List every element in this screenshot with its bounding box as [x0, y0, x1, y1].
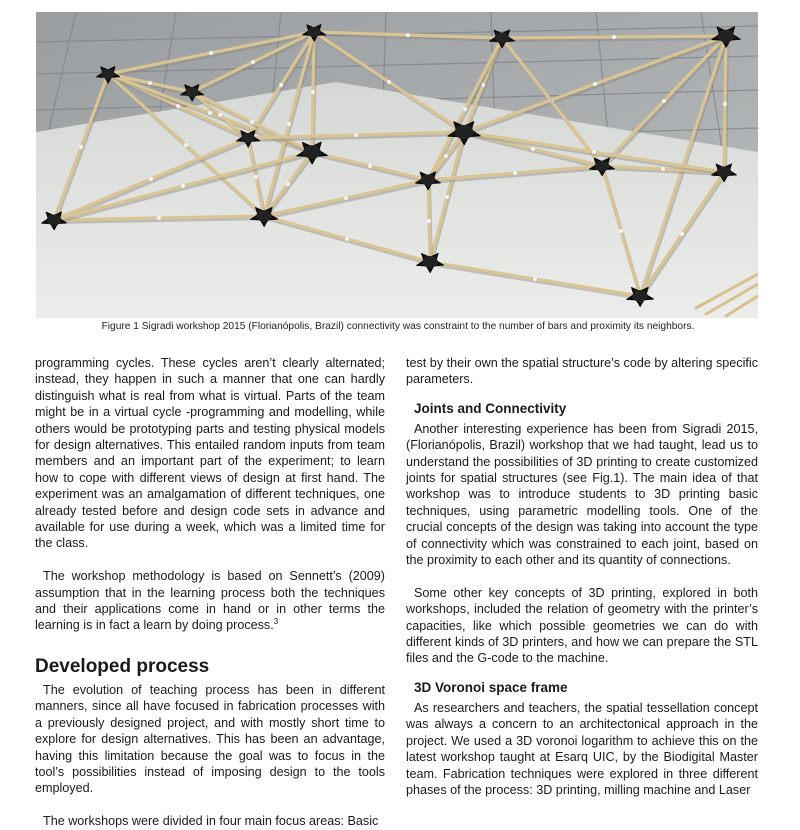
rod-tape [184, 143, 188, 147]
left-paragraph-1: programming cycles. These cycles aren’t clearly alternated; instead, they happen in such a manner that one can hardly distinguish what is real from what is virtual. Parts of the team might be in a virtual cycle -programming and modelling, while others would be prototyping parts and testing physical models for design alternatives. This entailed random inputs from team members and an important part of the experiment; to learn how to cope with different views of design at first hand. The experiment was an amalgamation of different techniques, one already tested before and design code sets in advance and available for use during a week, which was a limited time for the class. [35, 356, 385, 551]
rod-tape [287, 122, 291, 126]
section-heading-developed-process: Developed process [35, 655, 210, 677]
rod-tape [254, 175, 258, 179]
right-paragraph-2: Another interesting experience has been from Sigradi 2015, (Florianópolis, Brazil) workshop that we had taught, lead us to understand the possibilities of 3D printing to create customized joints for spatial structures (see Fig.1). The main idea of that workshop was to introduce students to 3D printing basic techniques, using parametric modelling tools. One of the crucial concepts of the design was taking into account the type of connectivity which was constrained to each joint, based on the proximity to each other and its quantity of connections. [406, 421, 758, 568]
rod-tape [680, 232, 684, 236]
rod-tape [531, 147, 535, 151]
rod-tape [209, 51, 213, 55]
rod-tape [311, 90, 315, 94]
rod-tape [406, 33, 410, 37]
joint-hub [256, 210, 271, 222]
joint-hub [307, 27, 320, 37]
rod-tape [593, 82, 597, 86]
section-heading-voronoi: 3D Voronoi space frame [414, 679, 568, 695]
rod-tape [592, 150, 596, 154]
joint-hub [717, 167, 731, 178]
joint-hub [303, 145, 321, 158]
rod-tape [612, 35, 616, 39]
rod-tape [445, 195, 449, 199]
rod-tape [662, 99, 666, 103]
joint-hub [632, 290, 647, 302]
joint-hub [421, 175, 435, 186]
footnote-marker: 3 [273, 617, 279, 627]
rod-tape [354, 133, 358, 137]
rod-tape [345, 237, 349, 241]
joint-hub [495, 33, 509, 44]
left-paragraph-4: The workshops were divided in four main focus areas: Basic [43, 814, 379, 829]
rod-tape [218, 113, 222, 117]
figure-photo [36, 12, 758, 318]
rod-tape [251, 60, 255, 64]
left-paragraph-2 [35, 568, 385, 634]
right-paragraph-3: Some other key concepts of 3D printing, explored in both workshops, included the relation of geometry with the printer’s capacities, like which possible geometries we can do with different kinds of 3D printers, and how we can prepare the STL files and the G-code to the machine. [406, 585, 758, 666]
rod-tape [181, 184, 185, 188]
rod-tape [79, 145, 83, 149]
joint-hub [241, 133, 254, 143]
rod-tape [661, 167, 665, 171]
right-column [406, 355, 758, 798]
section-heading-joints: Joints and Connectivity [414, 400, 567, 416]
rod-tape [533, 277, 537, 281]
rod-tape [513, 171, 517, 175]
joint-hub [422, 256, 437, 268]
joint-hub [185, 87, 198, 97]
rod-tape [286, 182, 290, 186]
rod-tape [368, 164, 372, 168]
left-paragraph-3: The evolution of teaching process has been in different manners, since all have focused in fabrication processes with a previously designed project, and with mostly short time to explore for design alternatives. This has been an advantage, having this limitation because the goal was to focus in the tool’s possibilities instead of imposing design to the tools employed. [35, 682, 385, 796]
figure-caption: Figure 1 Sigradi workshop 2015 (Florianópolis, Brazil) connectivity was constraint to the number of bars and proximity its neighbors. [101, 321, 695, 332]
rod-tape [387, 80, 391, 84]
right-paragraph-4: As researchers and teachers, the spatial tessellation concept was always a concern to an architectonical approach in the project. We used a 3D voronoi logarithm to achieve this on the latest workshop taught at Esarq UIC, by the Biodigital Master team. Fabrication techniques were explored in three different phases of the process: 3D printing, milling machine and Laser [406, 700, 758, 797]
joint-hub [455, 125, 474, 139]
joint-hub [101, 69, 114, 79]
rod-tape [208, 111, 212, 115]
joint-hub [47, 215, 61, 226]
rod-tape [344, 196, 348, 200]
joint-hub [595, 161, 609, 172]
rod-tape [157, 216, 161, 220]
left-column [35, 355, 385, 830]
rod-tape [444, 154, 448, 158]
rod-tape [619, 229, 623, 233]
left-paragraph-2-text: The workshop methodology is based on Sennett’s (2009) assumption that in the learning process both the techniques and their applications come in hand or in other terms the learning is in fact a learn by doing process. [35, 569, 385, 633]
rod-tape [148, 81, 152, 85]
rod-tape [149, 177, 153, 181]
rod-tape [250, 120, 254, 124]
rod-tape [279, 83, 283, 87]
joint-hub [718, 30, 735, 43]
rod-tape [463, 107, 467, 111]
right-paragraph-1: test by their own the spatial structure’s code by altering specific parameters. [406, 356, 758, 387]
rod-tape [723, 102, 727, 106]
rod-tape [427, 219, 431, 223]
